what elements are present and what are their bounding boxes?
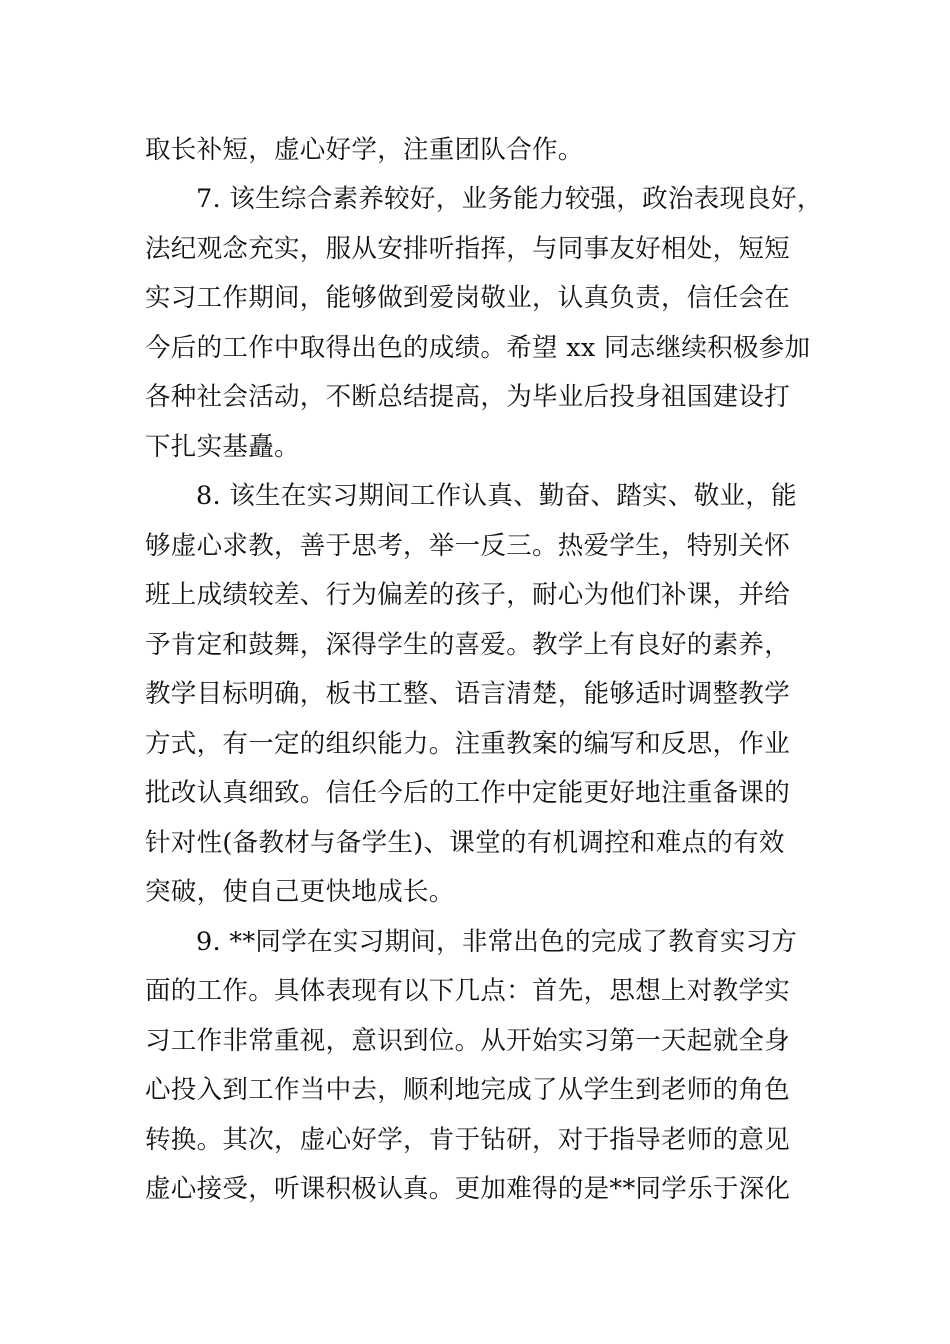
text-line: 针对性(备教材与备学生)、课堂的有机调控和难点的有效 xyxy=(145,828,785,858)
text-line: 批改认真细致。信任今后的工作中定能更好地注重备课的 xyxy=(145,778,791,808)
text-line: 面的工作。具体表现有以下几点：首先，思想上对教学实 xyxy=(145,976,791,1006)
paragraph-9-start: 9. **同学在实习期间，非常出色的完成了教育实习方 xyxy=(196,927,798,957)
text-line: 予肯定和鼓舞，深得学生的喜爱。教学上有良好的素养， xyxy=(145,630,791,660)
paragraph-7-start: 7. 该生综合素养较好，业务能力较强，政治表现良好， xyxy=(196,184,823,214)
text-line: 法纪观念充实，服从安排听指挥，与同事友好相处，短短 xyxy=(145,234,791,264)
text-line: 够虚心求教，善于思考，举一反三。热爱学生，特别关怀 xyxy=(145,531,791,561)
text-line: 突破，使自己更快地成长。 xyxy=(145,877,455,907)
text-line: 虚心接受，听课积极认真。更加难得的是**同学乐于深化 xyxy=(145,1174,791,1204)
text-line: 教学目标明确，板书工整、语言清楚，能够适时调整教学 xyxy=(145,679,791,709)
text-line: 各种社会活动，不断总结提高，为毕业后投身祖国建设打 xyxy=(145,382,791,412)
text-line: 实习工作期间，能够做到爱岗敬业，认真负责，信任会在 xyxy=(145,283,791,313)
text-line: 方式，有一定的组织能力。注重教案的编写和反思，作业 xyxy=(145,729,791,759)
text-line: 心投入到工作当中去，顺利地完成了从学生到老师的角色 xyxy=(145,1075,791,1105)
text-line: 转换。其次，虚心好学，肯于钻研，对于指导老师的意见 xyxy=(145,1125,791,1155)
text-line: 习工作非常重视，意识到位。从开始实习第一天起就全身 xyxy=(145,1026,791,1056)
text-line: 今后的工作中取得出色的成绩。希望 xx 同志继续积极参加 xyxy=(145,333,811,363)
text-line: 取长补短，虚心好学，注重团队合作。 xyxy=(145,135,584,165)
paragraph-8-start: 8. 该生在实习期间工作认真、勤奋、踏实、敬业，能 xyxy=(196,481,797,511)
text-line: 下扎实基矗。 xyxy=(145,432,300,462)
text-line: 班上成绩较差、行为偏差的孩子，耐心为他们补课，并给 xyxy=(145,580,791,610)
